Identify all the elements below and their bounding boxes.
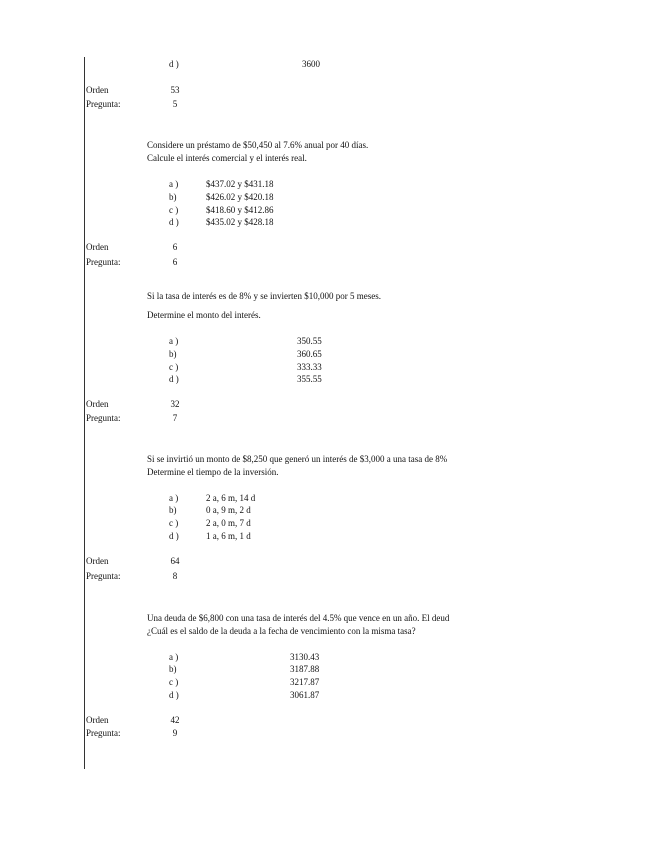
pregunta-value: 6	[172, 257, 178, 267]
pregunta-label: Pregunta:	[86, 99, 121, 109]
option-label: a )	[169, 493, 179, 503]
orden-value: 6	[172, 242, 178, 252]
question-line: ¿Cuál es el saldo de la deuda a la fecha de vencimiento con la misma tasa?	[147, 626, 416, 636]
orden-value: 32	[170, 399, 180, 409]
option-value: 1 a, 6 m, 1 d	[206, 531, 251, 541]
pregunta-value: 8	[172, 571, 178, 581]
left-border-line	[84, 57, 85, 769]
question-line: Si se invirtió un monto de $8,250 que generó un interés de $3,000 a una tasa de 8%	[147, 454, 448, 464]
option-label: d )	[169, 59, 179, 69]
option-label: a )	[169, 336, 179, 346]
question-line: Calcule el interés comercial y el interés real.	[147, 153, 307, 163]
question-line: Determine el monto del interés.	[147, 310, 261, 320]
pregunta-value: 9	[172, 728, 178, 738]
pregunta-label: Pregunta:	[86, 413, 121, 423]
option-value: $418.60 y $412.86	[206, 205, 274, 215]
option-value: 333.33	[297, 362, 322, 372]
option-value: 3217.87	[290, 677, 320, 687]
orden-label: Orden	[86, 85, 109, 95]
option-label: a )	[169, 179, 179, 189]
option-label: c )	[169, 362, 179, 372]
orden-label: Orden	[86, 399, 109, 409]
option-value: 350.55	[297, 336, 322, 346]
option-value: 2 a, 0 m, 7 d	[206, 518, 251, 528]
option-label: d )	[169, 374, 179, 384]
option-label: c )	[169, 677, 179, 687]
option-label: c )	[169, 518, 179, 528]
pregunta-label: Pregunta:	[86, 257, 121, 267]
option-label: d )	[169, 531, 179, 541]
option-value: $437.02 y $431.18	[206, 179, 274, 189]
option-value: 2 a, 6 m, 14 d	[206, 493, 256, 503]
option-label: b)	[169, 505, 177, 515]
orden-value: 64	[170, 556, 180, 566]
orden-value: 53	[170, 85, 180, 95]
pregunta-value: 7	[172, 413, 178, 423]
option-value: 0 a, 9 m, 2 d	[206, 505, 251, 515]
option-label: d )	[169, 217, 179, 227]
pregunta-label: Pregunta:	[86, 571, 121, 581]
option-label: b)	[169, 192, 177, 202]
question-line: Si la tasa de interés es de 8% y se invierten $10,000 por 5 meses.	[147, 291, 381, 301]
option-value: 355.55	[297, 374, 322, 384]
option-value: 3061.87	[290, 690, 320, 700]
orden-value: 42	[170, 715, 180, 725]
option-value: 360.65	[297, 349, 322, 359]
orden-label: Orden	[86, 715, 109, 725]
option-label: a )	[169, 652, 179, 662]
option-label: b)	[169, 349, 177, 359]
orden-label: Orden	[86, 556, 109, 566]
option-value: 3187.88	[290, 664, 320, 674]
question-line: Considere un préstamo de $50,450 al 7.6% anual por 40 días.	[147, 140, 369, 150]
option-label: d )	[169, 690, 179, 700]
question-line: Determine el tiempo de la inversión.	[147, 467, 279, 477]
option-value: $435.02 y $428.18	[206, 217, 274, 227]
option-label: b)	[169, 664, 177, 674]
question-line: Una deuda de $6,800 con una tasa de interés del 4.5% que vence en un año. El deud	[147, 613, 450, 623]
option-value: 3130.43	[290, 652, 320, 662]
pregunta-label: Pregunta:	[86, 728, 121, 738]
option-label: c )	[169, 205, 179, 215]
option-value: 3600	[302, 59, 320, 69]
orden-label: Orden	[86, 242, 109, 252]
option-value: $426.02 y $420.18	[206, 192, 274, 202]
pregunta-value: 5	[172, 99, 178, 109]
